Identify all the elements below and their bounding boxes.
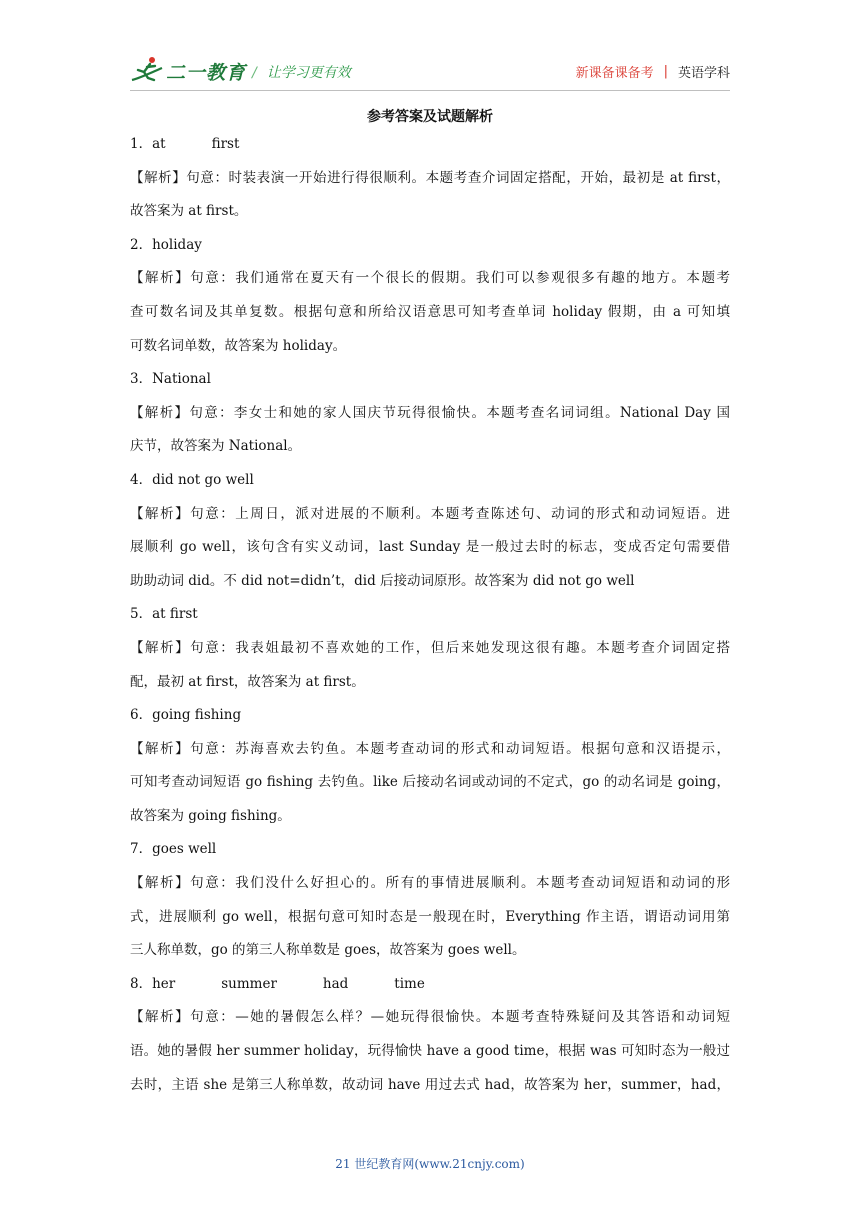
explanation-line: 助助动词 did。不 did not=didn’t，did 后接动词原形。故答案为 did not go well	[130, 572, 635, 589]
question-number: 3．	[130, 371, 153, 388]
logo-text: 二一教育	[166, 61, 247, 84]
page-title: 参考答案及试题解析	[367, 109, 493, 125]
explanation-line: 展顺利 go well，该句含有实义动词，last Sunday 是一般过去时的标志，变成否定句需要借	[130, 539, 730, 556]
answer-line	[130, 134, 730, 154]
running-person-logo-icon	[130, 56, 164, 86]
explanation-line: 【解析】句意：我们没什么好担心的。所有的事情进展顺利。本题考查动词短语和动词的形	[130, 875, 730, 892]
answer-line	[130, 705, 730, 725]
question-number: 1．	[130, 136, 153, 152]
page-footer: 21 世纪教育网(www.21cnjy.com)	[335, 1157, 525, 1171]
explanation-line: 故答案为 going fishing。	[130, 807, 291, 824]
question-number: 2．	[130, 236, 153, 253]
question-number: 8．	[130, 975, 153, 992]
answer-line	[130, 470, 730, 490]
header-right	[576, 62, 730, 81]
explanation-line: 可数名词单数，故答案为 holiday。	[130, 337, 347, 354]
explanation-line: 【解析】句意：上周日，派对进展的不顺利。本题考查陈述句、动词的形式和动词短语。进	[130, 505, 730, 522]
answer-word: goes well	[152, 841, 217, 858]
answer-line	[130, 235, 730, 255]
question-number: 7．	[130, 841, 153, 858]
answer-word: time	[394, 975, 425, 992]
explanation-line: 【解析】句意：李女士和她的家人国庆节玩得很愉快。本题考查名词词组。National Day 国	[130, 404, 730, 421]
slogan	[252, 62, 351, 82]
explanation-line: 查可数名词及其单复数。根据句意和所给汉语意思可知考查单词 holiday 假期，由 a 可知填	[130, 303, 730, 320]
subject-label: 英语学科	[677, 66, 730, 81]
explanation-line: 三人称单数，go 的第三人称单数是 goes，故答案为 goes well。	[130, 942, 526, 959]
category-label: 新课备课备考	[575, 66, 654, 81]
question-number: 5．	[130, 606, 153, 623]
explanation-line: 可知考查动词短语 go fishing 去钓鱼。like 后接动名词或动词的不定式，go 的动名词是 going，	[130, 774, 730, 791]
answer-word: summer	[221, 975, 277, 992]
explanation-line: 故答案为 at first。	[130, 203, 248, 220]
header-separator: |	[663, 64, 668, 79]
question-number: 6．	[130, 707, 153, 724]
answer-word: at first	[152, 606, 198, 623]
explanation-line: 式，进展顺利 go well，根据句意可知时态是一般现在时，Everything 作主语，谓语动词用第	[130, 908, 730, 925]
answer-line	[130, 974, 730, 994]
answer-line	[130, 604, 730, 624]
slogan-text: 让学习更有效	[266, 65, 351, 81]
answer-word: first	[211, 136, 240, 152]
explanation-line: 去时，主语 she 是第三人称单数，故动词 have 用过去式 had，故答案为 her，summer，had，	[130, 1076, 730, 1093]
explanation-line: 【解析】句意：我们通常在夏天有一个很长的假期。我们可以参观很多有趣的地方。本题考	[130, 270, 730, 287]
explanation-line: 庆节，故答案为 National。	[130, 438, 302, 455]
answer-word: going fishing	[152, 707, 242, 724]
header-divider	[130, 90, 730, 91]
page-header	[130, 52, 730, 92]
answer-word: holiday	[152, 236, 202, 253]
explanation-line: 配，最初 at first，故答案为 at first。	[130, 673, 365, 690]
explanation-line: 【解析】句意：我表姐最初不喜欢她的工作，但后来她发现这很有趣。本题考查介词固定搭	[130, 639, 730, 656]
answer-word: had	[322, 975, 349, 992]
explanation-line: 语。她的暑假 her summer holiday，玩得愉快 have a good time，根据 was 可知时态为一般过	[130, 1043, 730, 1060]
question-number: 4．	[130, 471, 153, 488]
answer-word: at	[152, 136, 166, 152]
answer-word: her	[152, 975, 176, 992]
slogan-divider: /	[252, 65, 257, 81]
answer-content	[130, 134, 730, 1108]
answer-line	[130, 369, 730, 389]
answer-word: did not go well	[152, 471, 254, 488]
explanation-line: 【解析】句意：—她的暑假怎么样？—她玩得很愉快。本题考查特殊疑问及其答语和动词短	[130, 1009, 730, 1026]
answer-line	[130, 839, 730, 859]
logo	[130, 56, 246, 86]
answer-word: National	[152, 371, 211, 388]
explanation-line: 【解析】句意：时装表演一开始进行得很顺利。本题考查介词固定搭配，开始，最初是 at first，	[130, 169, 730, 186]
explanation-line: 【解析】句意：苏海喜欢去钓鱼。本题考查动词的形式和动词短语。根据句意和汉语提示，	[130, 740, 730, 757]
